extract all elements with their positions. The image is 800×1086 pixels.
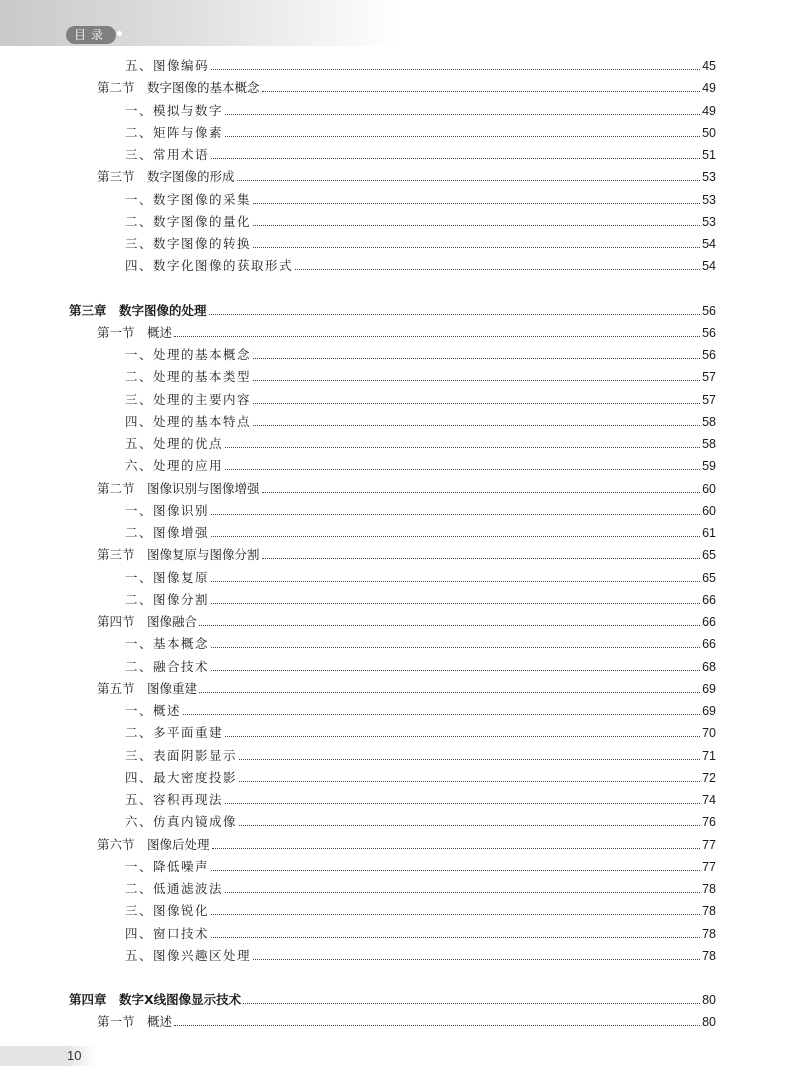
toc-section-row[interactable] (97, 480, 716, 498)
dot-leader (239, 824, 700, 826)
dot-leader (225, 113, 700, 115)
toc-entry-title: 一、基本概念 (125, 636, 210, 652)
toc-item-row[interactable] (125, 947, 716, 965)
dot-leader (253, 357, 700, 359)
toc-entry-title: 第二节 数字图像的基本概念 (97, 80, 260, 96)
dot-leader (211, 936, 700, 938)
toc-entry-page: 80 (702, 993, 716, 1007)
toc-item-row[interactable] (125, 146, 716, 164)
toc-entry-title: 一、图像复原 (125, 569, 210, 585)
toc-entry-page: 53 (702, 170, 716, 185)
toc-entry-page: 51 (702, 148, 716, 162)
toc-entry-title: 六、仿真内镜成像 (125, 814, 238, 830)
dot-leader (211, 669, 700, 671)
toc-entry-page: 57 (702, 370, 716, 385)
dot-leader (225, 446, 700, 448)
dot-leader (211, 157, 700, 159)
toc-entry-title: 第二节 图像识别与图像增强 (97, 480, 260, 496)
toc-item-row[interactable] (125, 702, 716, 720)
toc-entry-title: 四、数字化图像的获取形式 (125, 258, 294, 274)
toc-entry-title: 第一节 概述 (97, 1014, 173, 1030)
dot-leader (209, 313, 701, 315)
toc-item-row[interactable] (125, 102, 716, 120)
toc-entry-title: 二、融合技术 (125, 658, 210, 674)
toc-entry-page: 66 (702, 592, 716, 607)
toc-entry-title: 三、处理的主要内容 (125, 391, 252, 407)
dot-leader (211, 869, 700, 871)
dot-leader (211, 580, 700, 582)
dot-leader (211, 646, 700, 648)
toc-entry-title: 三、数字图像的转换 (125, 236, 252, 251)
dot-leader (237, 179, 701, 181)
toc-item-row[interactable] (125, 724, 716, 742)
toc-entry-title: 第四章 数字X线图像显示技术 (69, 992, 242, 1007)
toc-item-row[interactable] (125, 569, 716, 587)
toc-entry-page: 61 (702, 526, 716, 540)
toc-entry-page: 60 (702, 481, 716, 496)
toc-item-row[interactable] (125, 57, 716, 75)
toc-entry-title: 二、处理的基本类型 (125, 369, 252, 385)
dot-leader (253, 424, 700, 426)
toc-entry-title: 三、图像锐化 (125, 903, 210, 919)
toc-entry-title: 五、处理的优点 (125, 436, 224, 451)
toc-entry-title: 一、概述 (125, 703, 182, 718)
dot-leader (253, 379, 700, 381)
toc-entry-title: 第一节 概述 (97, 324, 173, 340)
toc-item-row[interactable] (125, 124, 716, 142)
toc-entry-page: 56 (702, 348, 716, 362)
toc-entry-page: 58 (702, 437, 716, 451)
toc-entry-title: 第三章 数字图像的处理 (69, 302, 207, 318)
toc-section-row[interactable] (97, 546, 716, 564)
toc-item-row[interactable] (125, 502, 716, 520)
toc-entry-page: 56 (702, 325, 716, 340)
toc-entry-page: 76 (702, 815, 716, 830)
dot-leader (211, 913, 700, 915)
dot-leader (225, 135, 700, 137)
toc-entry-title: 一、数字图像的采集 (125, 191, 252, 207)
toc-entry-page: 66 (702, 637, 716, 652)
toc-item-row[interactable] (125, 791, 716, 809)
toc-item-row[interactable] (125, 902, 716, 920)
toc-entry-title: 二、图像分割 (125, 591, 210, 607)
dot-leader (183, 713, 700, 715)
toc-item-row[interactable] (125, 858, 716, 876)
toc-item-row[interactable] (125, 391, 716, 409)
toc-entry-page: 78 (702, 948, 716, 963)
toc-entry-page: 65 (702, 570, 716, 585)
toc-entry-page: 66 (702, 615, 716, 629)
toc-section-row[interactable] (97, 836, 716, 854)
page-number: 10 (67, 1048, 82, 1063)
dot-leader (211, 535, 700, 537)
toc-item-row[interactable] (125, 435, 716, 453)
toc-entry-page: 78 (702, 926, 716, 941)
toc-item-row[interactable] (125, 346, 716, 364)
toc-entry-page: 58 (702, 414, 716, 429)
toc-entry-title: 三、常用术语 (125, 147, 210, 162)
toc-entry-title: 一、处理的基本概念 (125, 347, 252, 362)
toc-item-row[interactable] (125, 457, 716, 475)
dot-leader (225, 891, 700, 893)
toc-entry-title: 五、图像兴趣区处理 (125, 947, 252, 963)
toc-entry-page: 78 (702, 904, 716, 919)
toc-item-row[interactable] (125, 658, 716, 676)
dot-leader (211, 513, 700, 515)
toc-entry-title: 第三节 图像复原与图像分割 (97, 547, 260, 563)
toc-entry-title: 一、降低噪声 (125, 858, 210, 874)
toc-entry-page: 69 (702, 704, 716, 718)
toc-entry-page: 65 (702, 548, 716, 563)
toc-item-row[interactable] (125, 880, 716, 898)
toc-entry-page: 78 (702, 882, 716, 896)
toc-entry-page: 56 (702, 303, 716, 318)
toc-section-row[interactable] (97, 613, 716, 631)
toc-entry-page: 49 (702, 81, 716, 96)
dot-leader (211, 68, 700, 70)
dot-leader (253, 402, 700, 404)
toc-item-row[interactable] (125, 413, 716, 431)
header-label: 目录 (66, 26, 116, 44)
toc-entry-title: 四、最大密度投影 (125, 769, 238, 785)
toc-entry-page: 77 (702, 837, 716, 852)
toc-item-row[interactable] (125, 213, 716, 231)
toc-chapter-row[interactable] (69, 991, 716, 1009)
toc-entry-page: 77 (702, 859, 716, 874)
toc-entry-page: 80 (702, 1015, 716, 1030)
dot-leader (262, 90, 701, 92)
dot-leader (239, 758, 700, 760)
dot-leader (225, 802, 700, 804)
dot-leader (253, 224, 700, 226)
toc-item-row[interactable] (125, 257, 716, 275)
toc-entry-page: 70 (702, 726, 716, 741)
toc-entry-title: 三、表面阴影显示 (125, 747, 238, 763)
header-bar (0, 0, 400, 46)
toc-item-row[interactable] (125, 368, 716, 386)
page-number-box (0, 1046, 96, 1066)
toc-entry-page: 49 (702, 103, 716, 118)
toc-item-row[interactable] (125, 747, 716, 765)
toc-entry-title: 二、低通滤波法 (125, 881, 224, 896)
dot-leader (211, 602, 700, 604)
toc-entry-title: 二、数字图像的量化 (125, 213, 252, 229)
toc-entry-title: 一、模拟与数字 (125, 102, 224, 118)
toc-chapter-row[interactable] (69, 302, 716, 320)
toc-entry-page: 59 (702, 459, 716, 474)
toc-entry-title: 第五节 图像重建 (97, 680, 198, 696)
toc-entry-title: 五、容积再现法 (125, 792, 224, 807)
toc-entry-title: 六、处理的应用 (125, 458, 224, 474)
dot-leader (262, 491, 701, 493)
toc-entry-page: 53 (702, 214, 716, 229)
dot-leader (225, 468, 700, 470)
dot-leader (243, 1002, 700, 1004)
toc-entry-title: 二、多平面重建 (125, 725, 224, 741)
toc-section-row[interactable] (97, 1013, 716, 1031)
toc-item-row[interactable] (125, 591, 716, 609)
toc-section-row[interactable] (97, 324, 716, 342)
toc-entry-page: 72 (702, 770, 716, 785)
toc-entry-page: 74 (702, 793, 716, 807)
toc-item-row[interactable] (125, 191, 716, 209)
toc-entry-page: 50 (702, 125, 716, 140)
dot-leader (253, 958, 700, 960)
toc-entry-page: 69 (702, 681, 716, 696)
toc-item-row[interactable] (125, 635, 716, 653)
dot-leader (262, 557, 701, 559)
toc-item-row[interactable] (125, 813, 716, 831)
toc-entry-title: 第三节 数字图像的形成 (97, 169, 235, 185)
header-dot (117, 31, 122, 36)
toc-entry-page: 60 (702, 503, 716, 518)
toc-entry-page: 57 (702, 392, 716, 407)
toc-entry-title: 一、图像识别 (125, 502, 210, 518)
dot-leader (253, 246, 700, 248)
toc-entry-title: 第六节 图像后处理 (97, 836, 210, 852)
toc-entry-page: 53 (702, 192, 716, 207)
toc-entry-page: 54 (702, 237, 716, 251)
toc-section-row[interactable] (97, 79, 716, 97)
toc-entry-title: 二、图像增强 (125, 525, 210, 540)
toc-item-row[interactable] (125, 235, 716, 253)
dot-leader (239, 780, 700, 782)
dot-leader (174, 335, 700, 337)
toc-entry-page: 71 (702, 748, 716, 763)
toc-section-row[interactable] (97, 168, 716, 186)
toc-entry-title: 五、图像编码 (125, 58, 210, 73)
dot-leader (253, 202, 700, 204)
dot-leader (199, 691, 700, 693)
dot-leader (199, 624, 700, 626)
toc-item-row[interactable] (125, 769, 716, 787)
toc-entry-title: 第四节 图像融合 (97, 614, 198, 629)
dot-leader (174, 1024, 700, 1026)
dot-leader (295, 268, 700, 270)
toc-entry-title: 二、矩阵与像素 (125, 124, 224, 140)
toc-item-row[interactable] (125, 524, 716, 542)
toc-item-row[interactable] (125, 925, 716, 943)
toc-entry-page: 45 (702, 59, 716, 73)
dot-leader (225, 735, 700, 737)
toc-section-row[interactable] (97, 680, 716, 698)
dot-leader (212, 847, 701, 849)
toc-entry-title: 四、处理的基本特点 (125, 413, 252, 429)
toc-entry-page: 54 (702, 259, 716, 274)
toc-entry-page: 68 (702, 659, 716, 674)
toc-entry-title: 四、窗口技术 (125, 925, 210, 941)
